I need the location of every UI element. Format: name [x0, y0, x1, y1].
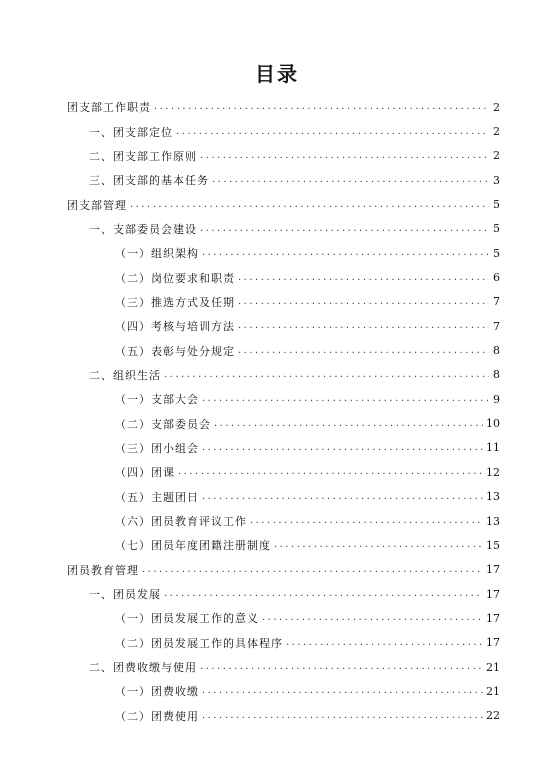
toc-leader-dots	[200, 660, 483, 674]
toc-entry-title: 二、组织生活	[89, 368, 161, 382]
toc-entry-title: （四）团课	[115, 466, 175, 480]
toc-leader-dots	[176, 125, 489, 139]
toc-entry-title: （一）支部大会	[115, 393, 199, 407]
toc-entry[interactable]	[67, 606, 500, 630]
toc-page-number: 17	[486, 636, 500, 650]
toc-entry[interactable]	[67, 558, 500, 582]
toc-page-number: 15	[486, 538, 500, 552]
table-of-contents	[67, 95, 500, 728]
toc-entry-title: （一）组织架构	[115, 247, 199, 261]
toc-leader-dots	[238, 271, 489, 285]
toc-entry-title: （三）团小组会	[115, 441, 199, 455]
toc-entry-title: 三、团支部的基本任务	[89, 174, 209, 188]
toc-leader-dots	[200, 222, 489, 236]
toc-entry-title: （二）支部委员会	[115, 417, 211, 431]
toc-entry[interactable]	[67, 387, 500, 411]
toc-entry-title: （三）推选方式及任期	[115, 295, 235, 309]
toc-leader-dots	[274, 538, 483, 552]
toc-page-number: 9	[493, 392, 500, 406]
toc-leader-dots	[202, 684, 483, 698]
toc-leader-dots	[154, 100, 489, 114]
toc-page-number: 6	[493, 271, 500, 285]
toc-leader-dots	[130, 198, 489, 212]
toc-leader-dots	[202, 441, 483, 455]
toc-entry-title: （七）团员年度团籍注册制度	[115, 539, 271, 553]
toc-page-number: 2	[493, 100, 500, 114]
toc-page-number: 21	[486, 660, 500, 674]
toc-page-number: 21	[486, 684, 500, 698]
toc-entry-title: 团支部管理	[67, 198, 127, 212]
toc-title: 目录	[255, 62, 299, 86]
toc-entry[interactable]	[67, 436, 500, 460]
toc-entry-title: （二）岗位要求和职责	[115, 271, 235, 285]
toc-entry[interactable]	[67, 314, 500, 338]
toc-entry-title: （四）考核与培训方法	[115, 320, 235, 334]
toc-entry[interactable]	[67, 363, 500, 387]
toc-page-number: 2	[493, 149, 500, 163]
toc-entry-title: 二、团费收缴与使用	[89, 661, 197, 675]
toc-leader-dots	[238, 319, 489, 333]
toc-entry-title: 团支部工作职责	[67, 101, 151, 115]
toc-page-number: 5	[493, 222, 500, 236]
toc-page-number: 17	[486, 587, 500, 601]
toc-entry[interactable]	[67, 241, 500, 265]
toc-leader-dots	[238, 295, 489, 309]
toc-leader-dots	[202, 490, 483, 504]
toc-page-number: 22	[486, 709, 500, 723]
toc-leader-dots	[142, 563, 483, 577]
toc-page-number: 17	[486, 563, 500, 577]
toc-entry[interactable]	[67, 338, 500, 362]
toc-entry-title: （五）主题团日	[115, 490, 199, 504]
toc-page-number: 12	[486, 465, 500, 479]
toc-page-number: 13	[486, 490, 500, 504]
toc-page-number: 11	[486, 441, 500, 455]
toc-entry[interactable]	[67, 290, 500, 314]
toc-entry[interactable]	[67, 582, 500, 606]
toc-entry[interactable]	[67, 411, 500, 435]
toc-entry[interactable]	[67, 144, 500, 168]
toc-entry-title: （一）团费收缴	[115, 685, 199, 699]
toc-entry-title: （一）团员发展工作的意义	[115, 612, 259, 626]
toc-leader-dots	[238, 344, 489, 358]
toc-leader-dots	[202, 709, 483, 723]
toc-entry[interactable]	[67, 485, 500, 509]
toc-page-number: 8	[493, 368, 500, 382]
toc-entry[interactable]	[67, 679, 500, 703]
toc-leader-dots	[214, 417, 483, 431]
toc-page-number: 2	[493, 125, 500, 139]
toc-page-number: 5	[493, 198, 500, 212]
toc-leader-dots	[164, 587, 483, 601]
toc-leader-dots	[178, 465, 483, 479]
toc-leader-dots	[202, 392, 489, 406]
toc-page-number: 5	[493, 246, 500, 260]
toc-entry-title: 团员教育管理	[67, 563, 139, 577]
toc-page-number: 7	[493, 319, 500, 333]
toc-entry[interactable]	[67, 192, 500, 216]
toc-entry-title: （二）团员发展工作的具体程序	[115, 636, 283, 650]
toc-entry-title: （五）表彰与处分规定	[115, 344, 235, 358]
toc-leader-dots	[286, 636, 483, 650]
toc-page-number: 10	[486, 417, 500, 431]
toc-leader-dots	[202, 246, 489, 260]
toc-entry[interactable]	[67, 119, 500, 143]
toc-entry[interactable]	[67, 95, 500, 119]
toc-entry[interactable]	[67, 704, 500, 728]
toc-page-number: 7	[493, 295, 500, 309]
toc-page-number: 13	[486, 514, 500, 528]
toc-entry-title: （二）团费使用	[115, 709, 199, 723]
toc-page-number: 17	[486, 611, 500, 625]
toc-leader-dots	[200, 149, 489, 163]
toc-entry-title: 二、团支部工作原则	[89, 149, 197, 163]
toc-leader-dots	[164, 368, 489, 382]
toc-entry-title: 一、支部委员会建设	[89, 222, 197, 236]
toc-entry-title: 一、团支部定位	[89, 125, 173, 139]
toc-page-number: 3	[493, 173, 500, 187]
toc-entry[interactable]	[67, 168, 500, 192]
toc-entry[interactable]	[67, 217, 500, 241]
toc-page-number: 8	[493, 344, 500, 358]
toc-leader-dots	[250, 514, 483, 528]
toc-entry[interactable]	[67, 460, 500, 484]
toc-entry[interactable]	[67, 655, 500, 679]
toc-entry[interactable]	[67, 509, 500, 533]
toc-entry[interactable]	[67, 631, 500, 655]
toc-entry-title: 一、团员发展	[89, 588, 161, 602]
toc-leader-dots	[262, 611, 483, 625]
toc-entry[interactable]	[67, 265, 500, 289]
toc-entry[interactable]	[67, 533, 500, 557]
toc-entry-title: （六）团员教育评议工作	[115, 515, 247, 529]
toc-leader-dots	[212, 173, 489, 187]
